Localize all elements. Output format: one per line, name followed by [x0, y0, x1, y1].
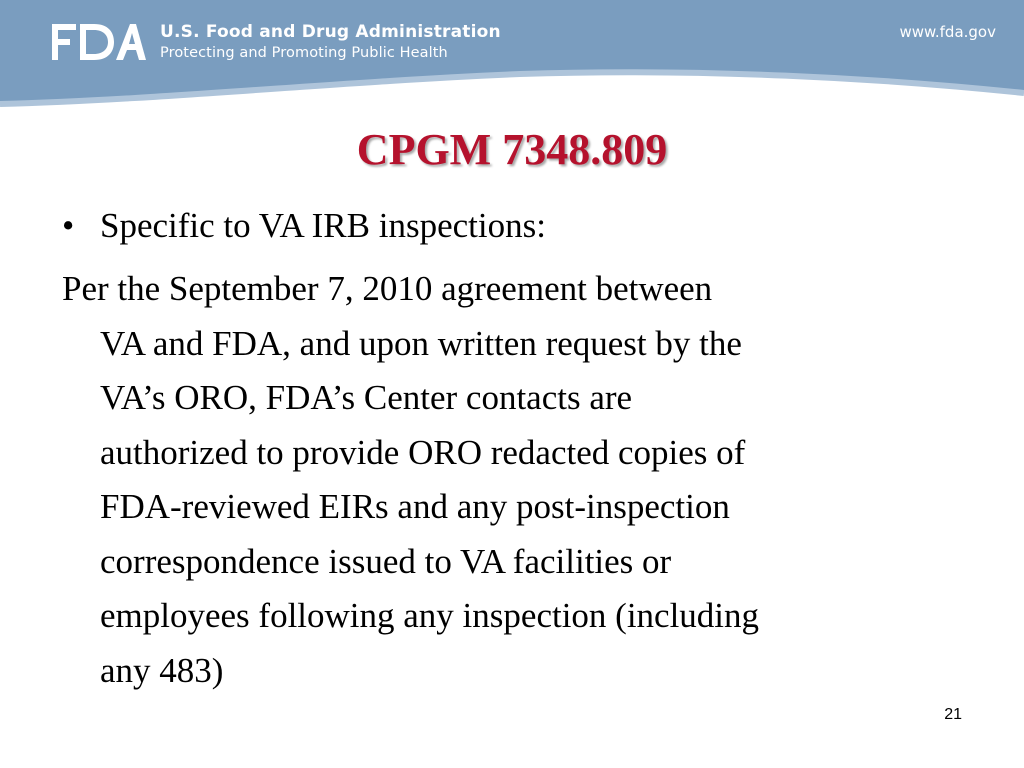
paragraph-line: VA’s ORO, FDA’s Center contacts are [100, 378, 633, 417]
bullet-text: Specific to VA IRB inspections: [100, 206, 546, 245]
slide-title: CPGM 7348.809 [356, 125, 668, 174]
paragraph-line: employees following any inspection (including [100, 596, 760, 635]
paragraph-line: FDA-reviewed EIRs and any post-inspection [100, 487, 730, 526]
paragraph-line: correspondence issued to VA facilities or [100, 541, 672, 581]
bullet-icon: • [62, 206, 75, 245]
header-banner [0, 0, 1024, 110]
paragraph-line: authorized to provide ORO redacted copies of [100, 432, 746, 472]
org-name: U.S. Food and Drug Administration [160, 22, 501, 42]
bullet-item [62, 200, 546, 252]
site-url[interactable]: www.fda.gov [899, 23, 996, 41]
paragraph-line: VA and FDA, and upon written request by the [100, 323, 742, 363]
body-paragraph [62, 262, 962, 698]
header-wave-band [0, 0, 1024, 110]
paragraph-line: Per the September 7, 2010 agreement between [62, 269, 713, 308]
slide-number: 21 [944, 706, 962, 723]
org-tagline: Protecting and Promoting Public Health [160, 45, 448, 61]
fda-logo [50, 20, 146, 64]
paragraph-line: any 483) [100, 650, 224, 690]
